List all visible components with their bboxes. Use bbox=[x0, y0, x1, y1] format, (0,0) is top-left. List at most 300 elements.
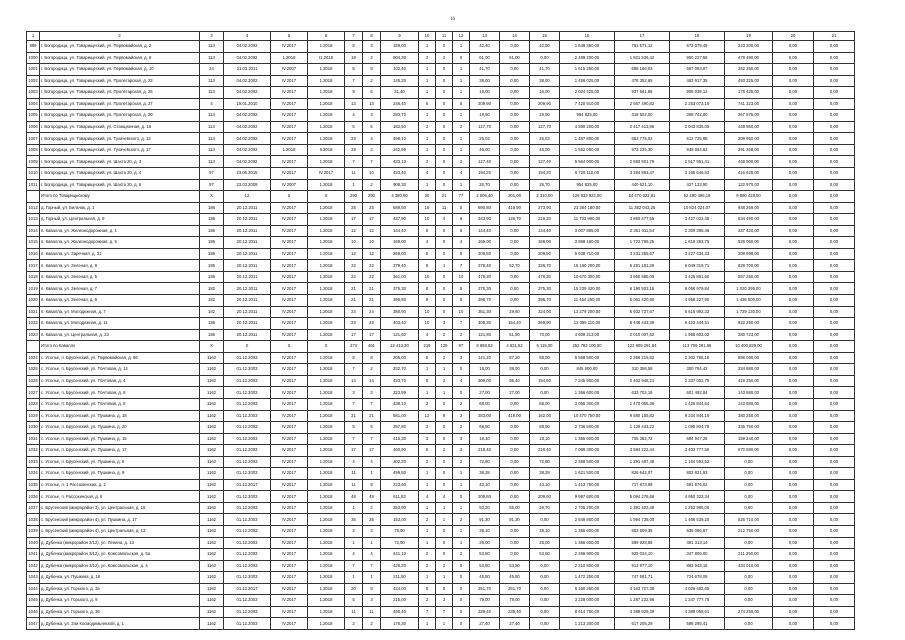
table-cell: 0,00 bbox=[773, 398, 814, 410]
table-cell: 19.01.2010 bbox=[224, 98, 271, 110]
table-cell: 16 bbox=[419, 202, 436, 214]
table-cell: 7 420 910,00 bbox=[560, 98, 615, 110]
table-cell: 1162 bbox=[200, 560, 224, 572]
table-cell: 1 129 443,22 bbox=[615, 422, 670, 434]
address-cell: п. Кавалла, ул. Молодежная, д. 7 bbox=[40, 306, 200, 318]
table-cell: 826 642,07 bbox=[615, 468, 670, 480]
table-cell: 1 bbox=[453, 179, 470, 191]
table-cell: 1.2018 bbox=[308, 283, 345, 295]
table-cell: 219 bbox=[419, 341, 436, 353]
address-cell: с. Усолье, п. Брусенский, ул. Почтовая, д. 6 bbox=[40, 387, 200, 399]
table-cell: 15 239 420,00 bbox=[560, 283, 615, 295]
table-cell: 0 bbox=[436, 64, 453, 76]
table-cell: 01.12.2003 bbox=[224, 572, 271, 584]
table-cell: 1018 bbox=[27, 271, 40, 283]
address-cell: п. Кавалла, ул. Зеленая, д. 9 bbox=[40, 260, 200, 272]
table-cell: 1002 bbox=[27, 75, 40, 87]
table-cell: 3 bbox=[363, 110, 381, 122]
table-cell: 5 bbox=[363, 422, 381, 434]
table-row bbox=[27, 133, 855, 145]
table-cell: 223 200,00 bbox=[725, 41, 773, 53]
table-cell: 2 bbox=[453, 456, 470, 468]
table-row bbox=[27, 214, 855, 226]
table-cell: 5 558 500,00 bbox=[560, 352, 615, 364]
table-cell: 77 bbox=[453, 191, 470, 203]
table-cell: 1045 bbox=[27, 595, 40, 607]
table-cell: 113 bbox=[200, 87, 224, 99]
table-cell: 1038 bbox=[27, 514, 40, 526]
table-cell: 10 bbox=[419, 214, 436, 226]
table-cell: 113 bbox=[200, 52, 224, 64]
table-cell: 1 bbox=[345, 537, 363, 549]
table-cell: IV.2017 bbox=[271, 456, 308, 468]
table-cell: 16,00 bbox=[470, 87, 500, 99]
table-cell: 6 728 110,00 bbox=[560, 168, 615, 180]
table-cell: 1043 bbox=[27, 572, 40, 584]
table-cell: 01.12.2003 bbox=[224, 560, 271, 572]
table-cell: 1 bbox=[436, 502, 453, 514]
table-cell: 1036 bbox=[27, 491, 40, 503]
table-cell: 12 bbox=[419, 410, 436, 422]
table-cell: 42,50 bbox=[530, 41, 560, 53]
table-cell: 0,00 bbox=[814, 248, 855, 260]
table-cell: 2 bbox=[436, 595, 453, 607]
table-cell: 28 bbox=[345, 144, 363, 156]
table-cell: 0,00 bbox=[500, 479, 530, 491]
table-cell: 0,00 bbox=[500, 121, 530, 133]
table-cell: 9 997 600,00 bbox=[560, 491, 615, 503]
address-cell: с. Усолье, п. Брусенский, ул. Пушкина, д. 17 bbox=[40, 445, 200, 457]
table-cell: 4 bbox=[345, 110, 363, 122]
table-cell: 3 868 160,00 bbox=[560, 237, 615, 249]
table-cell: 688 166,03 bbox=[615, 64, 670, 76]
table-cell: 0,00 bbox=[773, 410, 814, 422]
table-cell: 1 bbox=[363, 468, 381, 480]
table-cell: 0 bbox=[453, 52, 470, 64]
table-cell: 194,20 bbox=[470, 168, 500, 180]
table-cell: 581,00 bbox=[381, 410, 419, 422]
table-cell: 1 470 055,36 bbox=[615, 398, 670, 410]
address-cell: г. Богородица, ул. Товарищеский, ул. Пролетарская, д. 23 bbox=[40, 75, 200, 87]
table-cell: 611,63 bbox=[381, 491, 419, 503]
column-number-cell: 12 bbox=[453, 32, 470, 41]
table-cell: 0,00 bbox=[814, 295, 855, 307]
table-cell: 12 bbox=[224, 191, 271, 203]
table-cell: 162,00 bbox=[530, 410, 560, 422]
table-cell: 1 bbox=[419, 110, 436, 122]
table-cell: 61,00 bbox=[470, 52, 500, 64]
table-cell: 300 764,42 bbox=[670, 364, 725, 376]
table-cell: 0,00 bbox=[725, 491, 773, 503]
table-cell: 2 bbox=[436, 329, 453, 341]
table-cell: 499,50 bbox=[381, 468, 419, 480]
table-cell: 2 489 200,00 bbox=[560, 52, 615, 64]
table-cell: IV.2017 bbox=[271, 502, 308, 514]
table-cell: 11 bbox=[345, 468, 363, 480]
table-cell: 19,50 bbox=[530, 110, 560, 122]
table-cell: 954 825,00 bbox=[560, 110, 615, 122]
table-cell: 10 470 750,00 bbox=[560, 410, 615, 422]
table-cell: 04.02.2002 bbox=[224, 52, 271, 64]
table-cell: 10 670 300,00 bbox=[560, 271, 615, 283]
table-cell: Х bbox=[200, 341, 224, 353]
table-cell: 2 bbox=[436, 445, 453, 457]
table-cell: 280 723,00 bbox=[725, 329, 773, 341]
table-cell: 185 bbox=[200, 271, 224, 283]
table-cell: 908,30 bbox=[381, 179, 419, 191]
table-cell: 0,00 bbox=[773, 572, 814, 584]
table-cell: 0,00 bbox=[773, 248, 814, 260]
table-cell: 2 bbox=[419, 422, 436, 434]
table-cell: 347 806,00 bbox=[670, 549, 725, 561]
table-cell: 2 bbox=[363, 525, 381, 537]
table-cell: 0,00 bbox=[500, 156, 530, 168]
table-cell: 1 619 293,75 bbox=[670, 237, 725, 249]
table-cell: 1021 bbox=[27, 306, 40, 318]
table-cell: 0,00 bbox=[773, 52, 814, 64]
table-cell: 1004 bbox=[27, 98, 40, 110]
table-cell: 0,00 bbox=[773, 537, 814, 549]
table-cell: 127,70 bbox=[530, 121, 560, 133]
table-cell: IV.2017 bbox=[271, 306, 308, 318]
table-cell: 1 bbox=[345, 179, 363, 191]
table-cell: 42,40 bbox=[470, 41, 500, 53]
table-cell: 1.2018 bbox=[308, 225, 345, 237]
table-cell: 1162 bbox=[200, 537, 224, 549]
table-cell: 211,50 bbox=[381, 572, 419, 584]
table-cell: 1042 bbox=[27, 560, 40, 572]
table-cell: 0 bbox=[436, 433, 453, 445]
table-row bbox=[27, 618, 855, 630]
table-cell: 38,10 bbox=[530, 525, 560, 537]
table-row bbox=[27, 41, 855, 53]
table-cell: 4 bbox=[200, 98, 224, 110]
table-cell: 1012 bbox=[27, 202, 40, 214]
table-cell: 12 bbox=[363, 248, 381, 260]
table-cell: 283,00 bbox=[470, 410, 500, 422]
table-cell: 0,00 bbox=[530, 606, 560, 618]
address-cell: с. Усолье, п. Брусенский, ул. Пушкина, д. 8 bbox=[40, 456, 200, 468]
table-cell: 1 bbox=[453, 502, 470, 514]
table-cell: 01.12.2003 bbox=[224, 468, 271, 480]
table-cell: 2 bbox=[363, 144, 381, 156]
table-cell: 01.12.2003 bbox=[224, 422, 271, 434]
table-cell: I1.2018 bbox=[308, 52, 345, 64]
table-cell: 0,00 bbox=[814, 572, 855, 584]
table-cell: 4 bbox=[453, 168, 470, 180]
table-cell: 10 bbox=[363, 237, 381, 249]
table-cell: 342,99 bbox=[381, 144, 419, 156]
table-cell: 65,00 bbox=[500, 502, 530, 514]
table-cell: 534 490,00 bbox=[725, 214, 773, 226]
table-cell: 0,00 bbox=[773, 283, 814, 295]
table-cell: IV.2017 bbox=[308, 168, 345, 180]
table-cell: 144,40 bbox=[381, 225, 419, 237]
table-cell: 2 bbox=[363, 618, 381, 630]
table-cell: 9 bbox=[363, 479, 381, 491]
address-cell: с. Усолье, п. Брусенский, ул. Пушкина, д. 18 bbox=[40, 410, 200, 422]
table-cell: 416,90 bbox=[500, 202, 530, 214]
table-cell: 9 234 844,18 bbox=[670, 410, 725, 422]
table-cell: 38,10 bbox=[470, 525, 500, 537]
table-cell: 0,00 bbox=[773, 168, 814, 180]
table-cell: 491 313,14 bbox=[670, 537, 725, 549]
table-cell: 1 bbox=[453, 64, 470, 76]
table-cell: 423,40 bbox=[381, 168, 419, 180]
table-cell: 18,00 bbox=[470, 364, 500, 376]
table-cell: 1 487 800,00 bbox=[560, 133, 615, 145]
table-cell: 3 403 777,56 bbox=[670, 445, 725, 457]
table-cell: 22 bbox=[345, 260, 363, 272]
table-cell: 21 bbox=[436, 191, 453, 203]
table-cell: 237 420,00 bbox=[725, 225, 773, 237]
table-cell: 2 bbox=[453, 121, 470, 133]
table-cell: 21 bbox=[345, 283, 363, 295]
table-cell: 0,00 bbox=[500, 75, 530, 87]
table-cell: 22 bbox=[363, 260, 381, 272]
table-cell: 0,00 bbox=[500, 168, 530, 180]
table-cell: 2 506,40 bbox=[470, 191, 500, 203]
table-row bbox=[27, 283, 855, 295]
table-cell: 121,80 bbox=[470, 329, 500, 341]
table-row bbox=[27, 64, 855, 76]
table-cell: 26,00 bbox=[530, 537, 560, 549]
table-cell: 6 058 979,84 bbox=[670, 283, 725, 295]
table-cell: 448 950,00 bbox=[725, 121, 773, 133]
table-cell: 1 bbox=[419, 41, 436, 53]
table-cell: IV.2017 bbox=[271, 433, 308, 445]
table-cell: 169,00 bbox=[381, 237, 419, 249]
table-cell: 14 bbox=[345, 375, 363, 387]
table-cell: 1035 bbox=[27, 479, 40, 491]
table-cell: 21.03.2011 bbox=[224, 64, 271, 76]
table-cell: 04.02.2002 bbox=[224, 133, 271, 145]
table-cell: IV.2017 bbox=[271, 41, 308, 53]
table-cell: 437,90 bbox=[381, 214, 419, 226]
table-cell: 1030 bbox=[27, 422, 40, 434]
table-cell: 0,00 bbox=[814, 283, 855, 295]
table-cell: 0,00 bbox=[773, 237, 814, 249]
table-cell: 0,00 bbox=[773, 318, 814, 330]
table-cell: IV.2017 bbox=[271, 479, 308, 491]
table-cell: 2 210 800,00 bbox=[560, 560, 615, 572]
table-cell: 0,00 bbox=[814, 214, 855, 226]
table-cell: 0,00 bbox=[773, 75, 814, 87]
column-number-cell: 14 bbox=[500, 32, 530, 41]
table-cell: 0,00 bbox=[814, 537, 855, 549]
table-cell: 1029 bbox=[27, 410, 40, 422]
table-cell: IV.2017 bbox=[271, 410, 308, 422]
table-cell: 283,70 bbox=[381, 110, 419, 122]
table-cell: 7 bbox=[436, 606, 453, 618]
table-cell: 937 561,88 bbox=[615, 87, 670, 99]
table-cell: 0 bbox=[436, 179, 453, 191]
table-cell: 1032 bbox=[27, 445, 40, 457]
table-cell: 1162 bbox=[200, 456, 224, 468]
table-cell: 302,20 bbox=[381, 456, 419, 468]
table-cell: IV.2017 bbox=[271, 537, 308, 549]
table-cell: 375,30 bbox=[530, 283, 560, 295]
table-cell: 97 bbox=[453, 341, 470, 353]
address-cell: п. Кавалла, ул. Зеленая, д. 7 bbox=[40, 283, 200, 295]
address-cell: д. Дубенка, ул. Зои Космодемьянской, д. 1 bbox=[40, 618, 200, 630]
table-cell: 273,90 bbox=[530, 202, 560, 214]
table-cell: 1022 bbox=[27, 318, 40, 330]
table-cell: 290 bbox=[345, 191, 363, 203]
table-cell: 0,00 bbox=[773, 133, 814, 145]
table-cell: 989 bbox=[27, 41, 40, 53]
table-cell: 1046 bbox=[27, 606, 40, 618]
table-row bbox=[27, 433, 855, 445]
table-cell: 182,50 bbox=[381, 121, 419, 133]
table-cell: 113 bbox=[200, 133, 224, 145]
table-cell: 143 680,00 bbox=[725, 387, 773, 399]
table-cell: 41,70 bbox=[470, 64, 500, 76]
table-cell: IV.2017 bbox=[271, 468, 308, 480]
table-cell: 0 bbox=[453, 560, 470, 572]
table-cell: 1 821 536,42 bbox=[615, 52, 670, 64]
table-cell: 0,00 bbox=[814, 433, 855, 445]
table-cell: IV.2017 bbox=[271, 445, 308, 457]
table-cell: 1 994 738,00 bbox=[615, 514, 670, 526]
table-cell: 1.2018 bbox=[308, 549, 345, 561]
table-cell: 58,00 bbox=[530, 352, 560, 364]
table-cell: 8 bbox=[453, 283, 470, 295]
table-cell: 1 365 600,00 bbox=[560, 433, 615, 445]
table-cell: 1162 bbox=[200, 606, 224, 618]
table-cell: 13 279 200,00 bbox=[560, 306, 615, 318]
table-cell: 2 351 011,54 bbox=[615, 225, 670, 237]
table-row bbox=[27, 468, 855, 480]
table-cell: 1.2018 bbox=[308, 525, 345, 537]
table-cell: 01.12.2003 bbox=[224, 514, 271, 526]
table-cell: 5 bbox=[419, 352, 436, 364]
table-cell: 0,00 bbox=[725, 537, 773, 549]
table-cell: 6 bbox=[419, 98, 436, 110]
table-cell: 0,00 bbox=[773, 618, 814, 630]
table-cell: 2 024 425,00 bbox=[560, 87, 615, 99]
table-cell: 1.2018 bbox=[308, 306, 345, 318]
table-cell: 896 090,00 bbox=[725, 352, 773, 364]
table-cell: 2 bbox=[453, 514, 470, 526]
table-cell: 1027 bbox=[27, 387, 40, 399]
table-cell: 0 bbox=[436, 87, 453, 99]
table-cell: 1008 bbox=[27, 144, 40, 156]
column-number-cell: 5 bbox=[271, 32, 308, 41]
table-cell: 87,20 bbox=[500, 352, 530, 364]
table-cell: 0,00 bbox=[814, 525, 855, 537]
table-row bbox=[27, 52, 855, 64]
table-cell: Х bbox=[224, 341, 271, 353]
table-cell: 6 281 181,29 bbox=[615, 260, 670, 272]
table-cell: 01.12.2003 bbox=[224, 433, 271, 445]
table-cell: 5 bbox=[453, 202, 470, 214]
table-cell: 1 bbox=[419, 387, 436, 399]
table-cell: 24 bbox=[345, 306, 363, 318]
table-cell: 186 bbox=[200, 248, 224, 260]
table-cell: 0,00 bbox=[814, 502, 855, 514]
table-cell: 209 998,00 bbox=[725, 248, 773, 260]
table-cell: 6 423 444,51 bbox=[670, 318, 725, 330]
table-cell: 1162 bbox=[200, 422, 224, 434]
table-cell: 419 250,00 bbox=[725, 375, 773, 387]
table-cell: 68,50 bbox=[470, 422, 500, 434]
table-cell: 11 bbox=[345, 168, 363, 180]
table-cell: 1 bbox=[419, 468, 436, 480]
table-cell: 17 bbox=[363, 445, 381, 457]
table-cell: 0,00 bbox=[814, 618, 855, 630]
table-cell: 15 160 200,00 bbox=[560, 260, 615, 272]
table-cell: 1.2018 bbox=[308, 98, 345, 110]
table-cell: IV.2017 bbox=[271, 295, 308, 307]
table-cell: 1.2018 bbox=[271, 52, 308, 64]
table-cell: 7 bbox=[453, 260, 470, 272]
table-cell: 2 bbox=[345, 525, 363, 537]
table-cell: 1 bbox=[436, 364, 453, 376]
table-cell: 1.2018 bbox=[308, 237, 345, 249]
table-cell: 0,00 bbox=[814, 237, 855, 249]
table-cell: 461 bbox=[363, 341, 381, 353]
table-cell: 21 bbox=[345, 410, 363, 422]
address-cell: с. Брусенский (микрорайон 4), ул. Центральная, д. 13 bbox=[40, 525, 200, 537]
table-cell: 633 702,16 bbox=[615, 387, 670, 399]
table-cell: 0,00 bbox=[814, 410, 855, 422]
table-cell: 440 621,10 bbox=[615, 179, 670, 191]
table-cell: IV.2017 bbox=[271, 560, 308, 572]
address-cell: п. Кавалла, ул. Железнодорожная, д. 5 bbox=[40, 237, 200, 249]
table-cell: 1 466 539,20 bbox=[670, 514, 725, 526]
table-row bbox=[27, 398, 855, 410]
table-cell: 1 287 232,96 bbox=[615, 595, 670, 607]
table-cell: 0,00 bbox=[814, 225, 855, 237]
table-cell: 0 bbox=[436, 306, 453, 318]
table-cell: 324,00 bbox=[530, 306, 560, 318]
table-cell: 01.12.2003 bbox=[224, 398, 271, 410]
table-cell: 0 bbox=[453, 387, 470, 399]
table-cell: 5 bbox=[345, 422, 363, 434]
table-cell: 0,00 bbox=[773, 352, 814, 364]
table-cell: 35 bbox=[345, 514, 363, 526]
table-cell: 1 bbox=[419, 133, 436, 145]
table-cell: 10 bbox=[363, 168, 381, 180]
table-cell: 2 bbox=[363, 502, 381, 514]
table-cell: 8 bbox=[345, 41, 363, 53]
table-cell: 0,00 bbox=[814, 445, 855, 457]
table-cell: 2 593 501,79 bbox=[615, 156, 670, 168]
table-cell: 1 291 407,48 bbox=[615, 456, 670, 468]
table-cell: 0,00 bbox=[814, 121, 855, 133]
table-cell: 1 213 300,00 bbox=[560, 618, 615, 630]
table-cell: 27,40 bbox=[470, 618, 500, 630]
table-cell: 498,10 bbox=[381, 133, 419, 145]
table-cell: 25,03 bbox=[530, 133, 560, 145]
table-cell: IV.2017 bbox=[271, 75, 308, 87]
table-cell: 1.2018 bbox=[308, 583, 345, 595]
table-cell: 598 295,41 bbox=[670, 618, 725, 630]
table-cell: 4 026 462,65 bbox=[670, 583, 725, 595]
table-cell: IV.2017 bbox=[271, 214, 308, 226]
table-cell: 0,00 bbox=[814, 179, 855, 191]
table-cell: 01.12.2003 bbox=[224, 364, 271, 376]
table-cell: 239,40 bbox=[500, 606, 530, 618]
table-cell: 1 bbox=[453, 110, 470, 122]
table-cell: 17 bbox=[363, 214, 381, 226]
table-row bbox=[27, 560, 855, 572]
table-cell: 0,00 bbox=[725, 595, 773, 607]
address-cell: г. Богородица, ул. Товарищеский, ул. Пролетарская, д. 27 bbox=[40, 98, 200, 110]
table-cell: 01.12.2017 bbox=[224, 583, 271, 595]
table-cell: 3 284 853,47 bbox=[615, 168, 670, 180]
